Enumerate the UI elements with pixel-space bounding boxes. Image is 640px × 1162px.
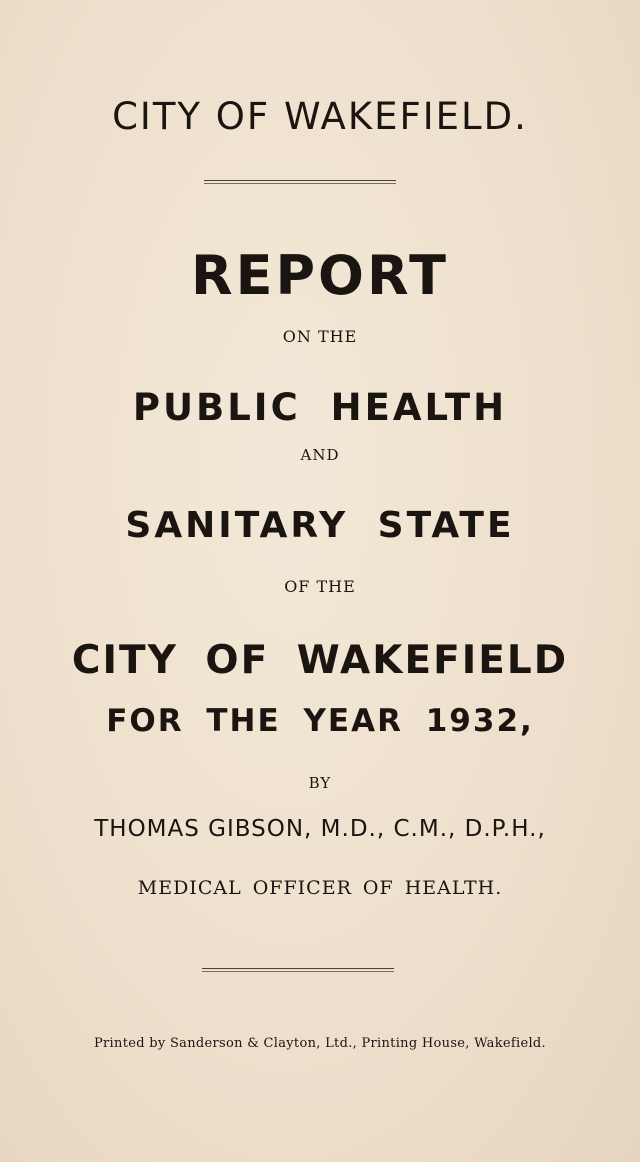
author-name: THOMAS GIBSON, M.D., C.M., D.P.H., xyxy=(94,816,546,842)
public-health-title: PUBLIC HEALTH xyxy=(132,386,508,429)
and-text: AND xyxy=(300,446,340,464)
printer-imprint: Printed by Sanderson & Clayton, Ltd., Printing House, Wakefield. xyxy=(94,1036,546,1051)
sanitary-state-title: SANITARY STATE xyxy=(125,505,515,546)
author-position: MEDICAL OFFICER OF HEALTH. xyxy=(137,877,503,899)
year-line: FOR THE YEAR 1932, xyxy=(106,703,534,739)
bottom-divider xyxy=(202,968,394,969)
by-text: BY xyxy=(308,774,332,792)
of-the-text: OF THE xyxy=(284,577,356,596)
city-heading: CITY OF WAKEFIELD. xyxy=(112,95,528,138)
city-name-title: CITY OF WAKEFIELD xyxy=(71,638,569,683)
top-divider-underline xyxy=(204,183,396,184)
report-title: REPORT xyxy=(191,244,449,307)
top-divider xyxy=(204,180,396,181)
bottom-divider-underline xyxy=(202,971,394,972)
on-the-text: ON THE xyxy=(282,327,358,346)
